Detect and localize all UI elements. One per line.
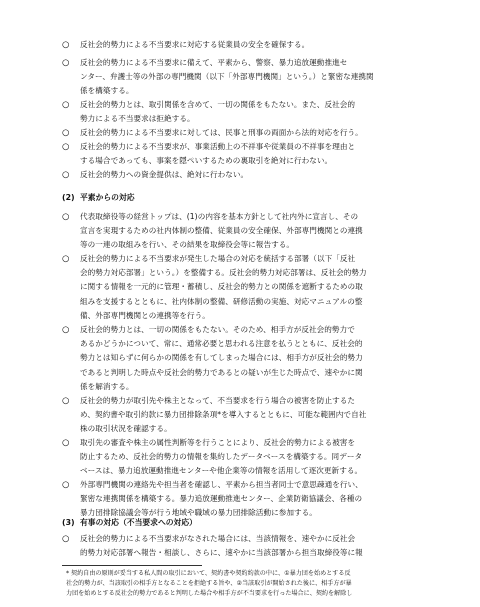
paragraph-line: 代表取締役等の経営トップは、(1)の内容を基本方針として社内外に宣言し、その — [80, 212, 359, 221]
list-item — [62, 323, 420, 394]
list-item — [62, 394, 420, 437]
paragraph-line: 反社会的勢力による不当要求が発生した場合の対応を統括する部署（以下「反社 — [80, 254, 356, 263]
paragraph-line: する場合であっても、事案を隠ぺいするための裏取引を絶対に行わない。 — [80, 156, 333, 166]
paragraph-line: 反社会的勢力による不当要求に備えて、平素から、警察、暴力追放運動推進セ — [80, 58, 348, 67]
list-item — [62, 126, 420, 140]
circle-bullet-icon: ○ — [62, 254, 70, 264]
section-3-number: (3) — [62, 518, 75, 527]
paragraph-line: ンター、弁護士等の外部の専門機関（以下「外部専門機関」という。）と緊密な連携関 — [80, 72, 374, 82]
circle-bullet-icon: ○ — [62, 100, 70, 110]
list-item — [62, 436, 420, 479]
paragraph-line: 会的勢力対応部署」という。）を整備する。反社会的勢力対応部署は、反社会的勢力 — [80, 268, 367, 278]
paragraph-line: 備、外部専門機関との連携等を行う。 — [80, 310, 210, 320]
list-item — [62, 56, 420, 99]
circle-bullet-icon: ○ — [62, 40, 70, 50]
list-item — [62, 532, 420, 560]
paragraph-line: 反社会的勢力が取引先や株主となって、不当要求を行う場合の被害を防止するた — [80, 396, 356, 405]
circle-bullet-icon: ○ — [62, 438, 70, 448]
paragraph-line: 反社会的勢力とは、取引関係を含めて、一切の関係をもたない。また、反社会的 — [80, 100, 356, 109]
list-item — [62, 140, 420, 168]
paragraph-line: 反社会的勢力とは、一切の関係をもたない。そのため、相手方が反社会的勢力で — [80, 325, 355, 334]
paragraph-line: 宣言を実現するための社内体制の整備、従業員の安全確保、外部専門機関との連携 — [80, 226, 363, 236]
circle-bullet-icon: ○ — [62, 170, 70, 180]
list-item — [62, 252, 420, 323]
paragraph-line: に関する情報を一元的に管理・蓄積し、反社会的勢力との関係を遮断するための取 — [80, 282, 363, 292]
section-3-title: 有事の対応（不当要求への対応） — [80, 518, 197, 527]
paragraph-line: 的勢力対応部署へ報告・相談し、さらに、速やかに当該部署から担当取締役等に報 — [80, 548, 363, 558]
paragraph-line: ベースは、暴力追放運動推進センターや他企業等の情報を活用して逐次更新する。 — [80, 466, 363, 476]
footnote — [66, 569, 352, 600]
paragraph-line: 組みを支援するとともに、社内体制の整備、研修活動の実施、対応マニュアルの整 — [80, 296, 363, 306]
paragraph-line: 係を構築する。 — [80, 86, 134, 96]
paragraph-line: 暴力団排除協議会等が行う地域や職域の暴力団排除活動に参加する。 — [80, 508, 317, 518]
paragraph-line: 反社会的勢力による不当要求に対しては、民事と刑事の両面から法的対応を行う。 — [80, 128, 363, 137]
section-2-number: (2) — [62, 193, 75, 202]
circle-bullet-icon: ○ — [62, 534, 70, 544]
circle-bullet-icon: ○ — [62, 58, 70, 68]
paragraph-line: 係を解消する。 — [80, 381, 134, 391]
paragraph-line: 防止するため、反社会的勢力の情報を集約したデータベースを構築する。同データ — [80, 452, 363, 462]
paragraph-line: 等の一連の取組みを行い、その結果を取締役会等に報告する。 — [80, 240, 295, 250]
circle-bullet-icon: ○ — [62, 396, 70, 406]
list-item — [62, 98, 420, 126]
paragraph-line: 緊密な連携関係を構築する。暴力追放運動推進センター、企業防衛協議会、各種の — [80, 494, 363, 504]
paragraph-line: 勢力による不当要求は拒絶する。 — [80, 114, 195, 124]
list-item — [62, 210, 420, 253]
circle-bullet-icon: ○ — [62, 142, 70, 152]
circle-bullet-icon: ○ — [62, 325, 70, 335]
list-item — [62, 38, 420, 52]
section-3-heading — [62, 516, 197, 530]
list-item — [62, 478, 420, 521]
paragraph-line: め、契約書や取引約款に暴力団排除条項*を導入するとともに、可能な範囲内で自社 — [80, 410, 367, 420]
footnote-line: * 契約自由の原則が妥当する私人間の取引において、契約書や契約約款の中に、①暴力団を始めとする反 — [66, 570, 351, 577]
footnote-line: 力団を始めとする反社会的勢力であると判明した場合や相手方が不当要求を行った場合に、契約を解除し — [66, 590, 353, 598]
footnote-line: 社会的勢力が、当該取引の相手方となることを拒絶する旨や、②当該取引が開始された後に、相手方が暴 — [66, 580, 352, 588]
paragraph-line: あるかどうかについて、常に、通常必要と思われる注意を払うとともに、反社会的 — [80, 339, 363, 349]
section-2-title: 平素からの対応 — [80, 193, 135, 202]
circle-bullet-icon: ○ — [62, 128, 70, 138]
circle-bullet-icon: ○ — [62, 212, 70, 222]
footnote-divider — [62, 565, 202, 566]
paragraph-line: 反社会的勢力による不当要求が、事業活動上の不祥事や従業員の不祥事を理由と — [80, 142, 356, 151]
paragraph-line: 取引先の審査や株主の属性判断等を行うことにより、反社会的勢力による被害を — [80, 438, 356, 447]
paragraph-line: 反社会的勢力による不当要求がなされた場合には、当該情報を、速やかに反社会 — [80, 534, 356, 543]
circle-bullet-icon: ○ — [62, 480, 70, 490]
list-item — [62, 168, 420, 182]
paragraph-line: 外部専門機関の連絡先や担当者を確認し、平素から担当者同士で意思疎通を行い、 — [80, 480, 363, 489]
paragraph-line: 反社会的勢力への資金提供は、絶対に行わない。 — [80, 170, 249, 179]
paragraph-line: であると判明した時点や反社会的勢力であるとの疑いが生じた時点で、速やかに関 — [80, 367, 363, 377]
section-2-heading — [62, 191, 135, 205]
paragraph-line: 株の取引状況を確認する。 — [80, 424, 172, 434]
paragraph-line: 反社会的勢力による不当要求に対応する従業員の安全を確保する。 — [80, 40, 310, 49]
paragraph-line: 勢力とは知らずに何らかの関係を有してしまった場合には、相手方が反社会的勢力 — [80, 353, 363, 363]
